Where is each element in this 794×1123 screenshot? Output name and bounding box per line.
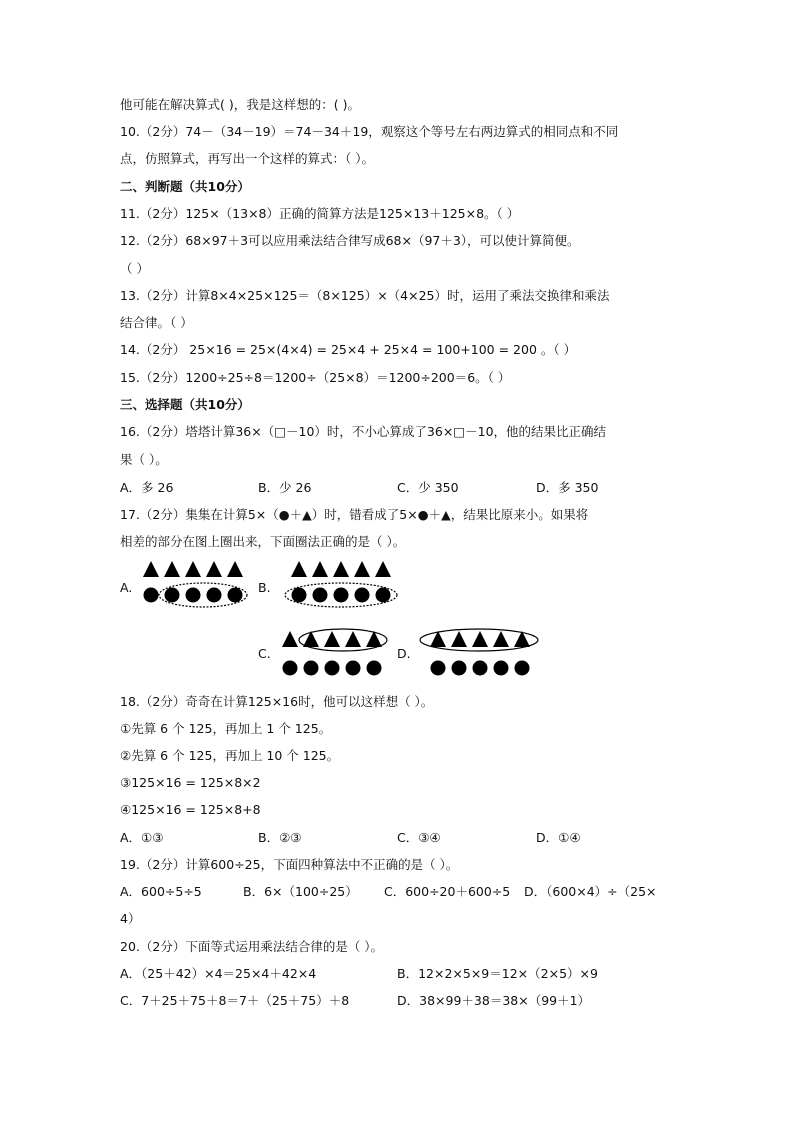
q16-option-d: D．多 350 <box>536 480 599 495</box>
q17-figure-b <box>282 558 400 610</box>
q16-option-b: B．少 26 <box>258 480 312 495</box>
q16-option-c: C．少 350 <box>397 480 459 495</box>
q12-line-2: （ ） <box>120 261 149 276</box>
q14: 14.（2分） 25×16 = 25×(4×4) = 25×4 + 25×4 = 100+100 = 200 。（ ） <box>120 342 577 357</box>
section-2-heading: 二、判断题（共10分） <box>120 179 250 194</box>
q18-option-d: D．①④ <box>536 830 581 845</box>
q18-option-b: B．②③ <box>258 830 302 845</box>
q17-line-1: 17.（2分）集集在计算5×（●＋▲）时，错看成了5×●＋▲，结果比原来小。如果将 <box>120 507 589 522</box>
q18-option-c: C．③④ <box>397 830 441 845</box>
q17-figure-a-label: A. <box>120 580 133 595</box>
q20-option-c: C．7＋25＋75＋8＝7＋（25＋75）＋8 <box>120 993 350 1008</box>
q17-line-2: 相差的部分在图上圈出来，下面圈法正确的是（ ）。 <box>120 534 406 549</box>
q19-option-c: C．600÷20＋600÷5 <box>384 884 511 899</box>
q16-line-2: 果（ ）。 <box>120 452 168 467</box>
q20: 20.（2分）下面等式运用乘法结合律的是（ ）。 <box>120 939 384 954</box>
q19-option-d: D．（600×4）÷（25× <box>524 884 657 899</box>
q17-figure-a <box>140 558 245 610</box>
q15: 15.（2分）1200÷25÷8＝1200÷（25×8）＝1200÷200＝6。（ ） <box>120 370 511 385</box>
q19-option-a: A．600÷5÷5 <box>120 884 202 899</box>
q18: 18.（2分）奇奇在计算125×16时，他可以这样想（ ）。 <box>120 694 434 709</box>
q10-line-2: 点，仿照算式，再写出一个这样的算式：（ ）。 <box>120 151 374 166</box>
q10-line-1: 10.（2分）74－（34－19）＝74－34＋19，观察这个等号左右两边算式的相同点和不同 <box>120 124 619 139</box>
q17-figure-c-label: C. <box>258 646 271 661</box>
q11: 11.（2分）125×（13×8）正确的简算方法是125×13＋125×8。（ ） <box>120 206 520 221</box>
q17-figure-c <box>278 628 393 680</box>
q17-figure-d <box>418 626 543 680</box>
q19: 19.（2分）计算600÷25，下面四种算法中不正确的是（ ）。 <box>120 857 459 872</box>
q19-option-d-wrap: 4） <box>120 911 141 926</box>
q17-figure-b-label: B. <box>258 580 271 595</box>
q18-item-1: ①先算 6 个 125，再加上 1 个 125。 <box>120 721 332 736</box>
section-3-heading: 三、选择题（共10分） <box>120 397 250 412</box>
q16-line-1: 16.（2分）塔塔计算36×（□－10）时，不小心算成了36×□－10，他的结果比正确结 <box>120 424 607 439</box>
q20-option-a: A．（25＋42）×4＝25×4＋42×4 <box>120 966 317 981</box>
q17-figure-d-label: D. <box>397 646 411 661</box>
q18-option-a: A．①③ <box>120 830 164 845</box>
q18-item-4: ④125×16 = 125×8+8 <box>120 802 261 817</box>
q18-item-3: ③125×16 = 125×8×2 <box>120 775 261 790</box>
q16-option-a: A．多 26 <box>120 480 174 495</box>
q13-line-1: 13.（2分）计算8×4×25×125＝（8×125）×（4×25）时，运用了乘法交换律和乘法 <box>120 288 610 303</box>
q9-tail-line: 他可能在解决算式( )，我是这样想的：( )。 <box>120 97 360 112</box>
q19-option-b: B．6×（100÷25） <box>243 884 358 899</box>
q20-option-d: D．38×99＋38＝38×（99＋1） <box>397 993 591 1008</box>
q18-item-2: ②先算 6 个 125，再加上 10 个 125。 <box>120 748 340 763</box>
q13-line-2: 结合律。（ ） <box>120 315 193 330</box>
q12-line-1: 12.（2分）68×97＋3可以应用乘法结合律写成68×（97＋3），可以使计算简便。 <box>120 233 580 248</box>
q20-option-b: B．12×2×5×9＝12×（2×5）×9 <box>397 966 598 981</box>
